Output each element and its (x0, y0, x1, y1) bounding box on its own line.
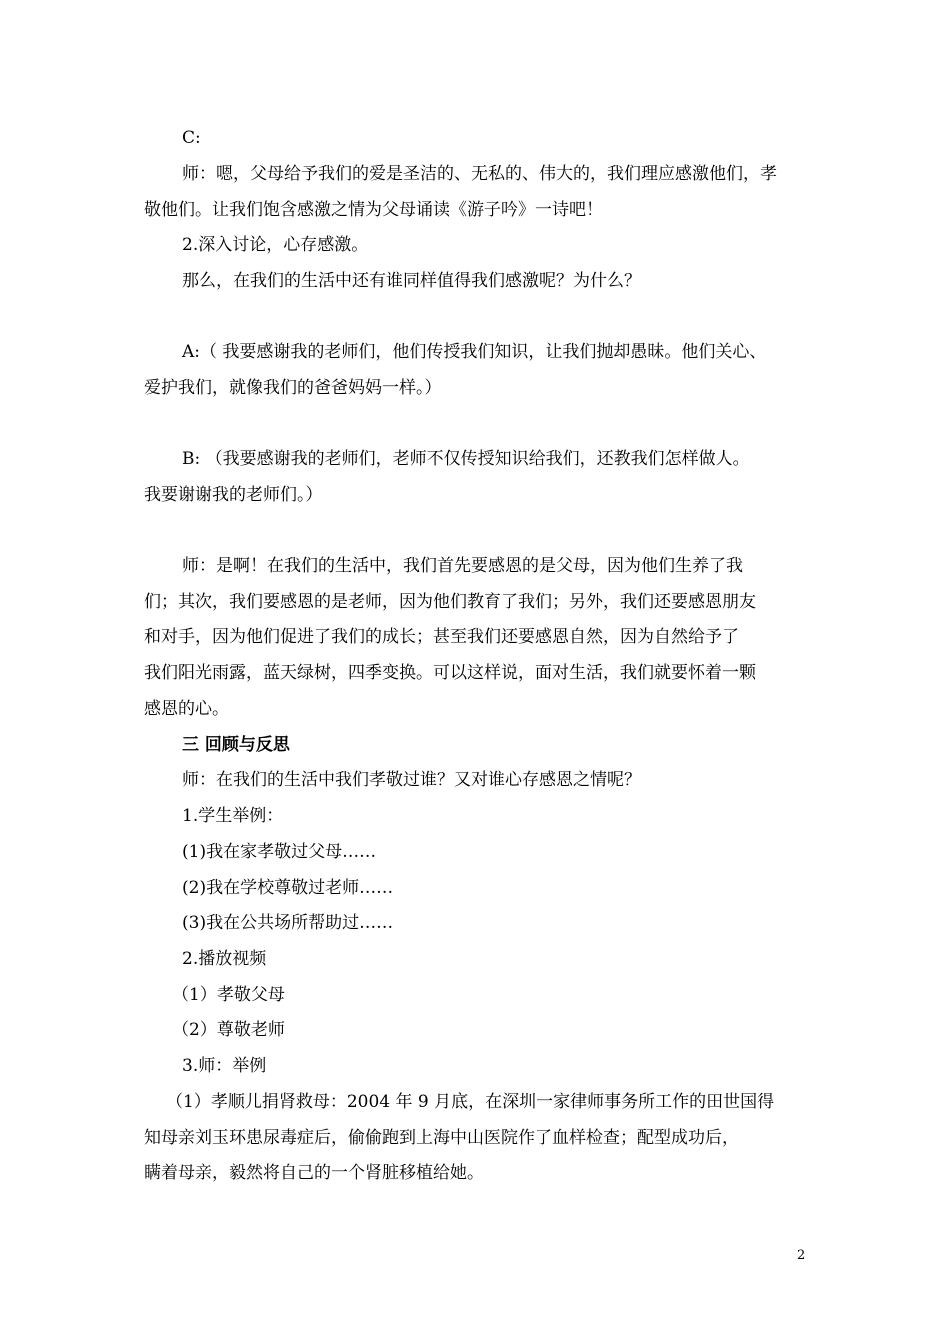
paragraph-line: 那么，在我们的生活中还有谁同样值得我们感激呢？为什么？ (182, 271, 641, 291)
paragraph-line: 感恩的心。 (144, 699, 229, 719)
list-item: 1.学生举例： (182, 806, 284, 826)
list-item: (1)我在家孝敬过父母…… (182, 842, 377, 862)
paragraph-line: 师：嗯，父母给予我们的爱是圣洁的、无私的、伟大的，我们理应感激他们，孝 (182, 164, 777, 184)
paragraph-line: 敬他们。让我们饱含感激之情为父母诵读《游子吟》一诗吧！ (144, 200, 603, 220)
paragraph-line: 我们阳光雨露，蓝天绿树，四季变换。可以这样说，面对生活，我们就要怀着一颗 (144, 663, 756, 683)
paragraph-line: B: （我要感谢我的老师们，老师不仅传授知识给我们，还教我们怎样做人。 (182, 449, 750, 469)
list-item: （2）尊敬老师 (172, 1020, 285, 1040)
section-heading: 三 回顾与反思 (182, 735, 290, 755)
paragraph-line: 瞒着母亲，毅然将自己的一个肾脏移植给她。 (144, 1163, 484, 1183)
paragraph-line: 和对手，因为他们促进了我们的成长；甚至我们还要感恩自然，因为自然给予了 (144, 627, 739, 647)
page-number: 2 (797, 1248, 806, 1263)
list-item: (2)我在学校尊敬过老师…… (182, 878, 394, 898)
paragraph-line: 知母亲刘玉环患尿毒症后，偷偷跑到上海中山医院作了血样检查；配型成功后， (144, 1128, 739, 1148)
list-item: （1）孝敬父母 (172, 985, 285, 1005)
paragraph-line: 们；其次，我们要感恩的是老师，因为他们教育了我们；另外，我们还要感恩朋友 (144, 592, 756, 612)
paragraph-line: 我要谢谢我的老师们。） (144, 485, 323, 505)
paragraph-line: 师：是啊！在我们的生活中，我们首先要感恩的是父母，因为他们生养了我 (182, 556, 743, 576)
list-item: (3)我在公共场所帮助过…… (182, 913, 394, 933)
list-item: 2.播放视频 (182, 949, 267, 969)
paragraph-line: 师：在我们的生活中我们孝敬过谁？又对谁心存感恩之情呢？ (182, 770, 641, 790)
paragraph-line: A:（ 我要感谢我的老师们，他们传授我们知识，让我们抛却愚昧。他们关心、 (182, 342, 767, 362)
paragraph-line: C: (182, 128, 201, 148)
paragraph-line: 爱护我们，就像我们的爸爸妈妈一样。） (144, 378, 442, 398)
list-item: 3.师：举例 (182, 1056, 267, 1076)
paragraph-line: 2.深入讨论，心存感激。 (182, 235, 369, 255)
paragraph-line: （1）孝顺儿捐肾救母：2004 年 9 月底，在深圳一家律师事务所工作的田世国得 (166, 1092, 775, 1112)
